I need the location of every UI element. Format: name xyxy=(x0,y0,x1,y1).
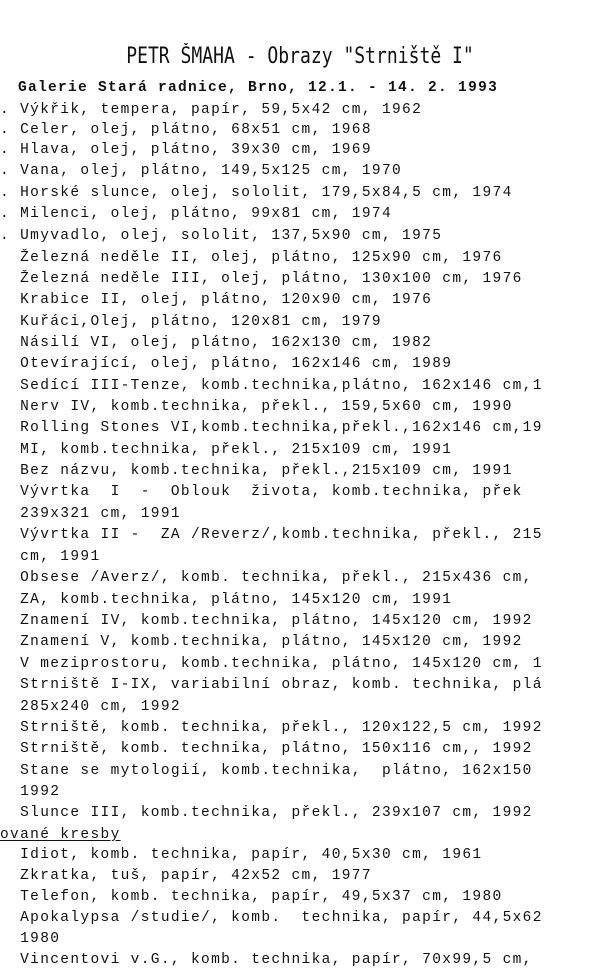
list-item: . Hlava, olej, plátno, 39x30 cm, 1969 xyxy=(0,142,372,158)
list-item: cm, 1991 xyxy=(0,549,101,565)
list-item: Zkratka, tuš, papír, 42x52 cm, 1977 xyxy=(0,868,372,884)
list-item: . Celer, olej, plátno, 68x51 cm, 1968 xyxy=(0,122,372,138)
list-item: Vývrtka I - Oblouk života, komb.technika, přek xyxy=(0,484,523,500)
list-item: Kuřáci,Olej, plátno, 120x81 cm, 1979 xyxy=(0,314,382,330)
list-item: Sedící III-Tenze, komb.technika,plátno, 162x146 cm,1 xyxy=(0,378,543,394)
list-item: Slunce III, komb.technika, překl., 239x107 cm, 1992 xyxy=(0,805,533,821)
list-item: Znamení IV, komb.technika, plátno, 145x120 cm, 1992 xyxy=(0,613,533,629)
list-item: . Milenci, olej, plátno, 99x81 cm, 1974 xyxy=(0,206,393,222)
list-item: V meziprostoru, komb.technika, plátno, 145x120 cm, 1 xyxy=(0,656,543,672)
list-item: Násilí VI, olej, plátno, 162x130 cm, 1982 xyxy=(0,335,433,351)
list-item: Strniště, komb. technika, plátno, 150x116 cm,, 1992 xyxy=(0,741,533,757)
list-item: Apokalypsa /studie/, komb. technika, papír, 44,5x62 xyxy=(0,910,543,926)
list-item: Telefon, komb. technika, papír, 49,5x37 cm, 1980 xyxy=(0,889,503,905)
list-item: Idiot, komb. technika, papír, 40,5x30 cm, 1961 xyxy=(0,847,483,863)
list-item: Železná neděle III, olej, plátno, 130x100 cm, 1976 xyxy=(0,271,523,287)
list-item: Bez názvu, komb.technika, překl.,215x109 cm, 1991 xyxy=(0,463,513,479)
list-item: 1992 xyxy=(0,784,61,800)
list-item: Otevírající, olej, plátno, 162x146 cm, 1989 xyxy=(0,356,453,372)
list-item: . Umyvadlo, olej, sololit, 137,5x90 cm, 1975 xyxy=(0,228,443,244)
list-item: Železná neděle II, olej, plátno, 125x90 cm, 1976 xyxy=(0,250,503,266)
list-item: Nerv IV, komb.technika, překl., 159,5x60 cm, 1990 xyxy=(0,399,513,415)
list-item: Znamení V, komb.technika, plátno, 145x120 cm, 1992 xyxy=(0,634,523,650)
document-subtitle: Galerie Stará radnice, Brno, 12.1. - 14. 2. 1993 xyxy=(18,80,499,96)
list-item: Vincentovi v.G., komb. technika, papír, 70x99,5 cm, xyxy=(0,952,533,968)
list-item: Obsese /Averz/, komb. technika, překl., 215x436 cm, xyxy=(0,570,533,586)
list-item: MI, komb.technika, překl., 215x109 cm, 1991 xyxy=(0,442,453,458)
document-title: PETR ŠMAHA - Obrazy "Strniště I" xyxy=(126,44,474,69)
list-item: Strniště, komb. technika, překl., 120x122,5 cm, 1992 xyxy=(0,720,543,736)
list-item: . Horské slunce, olej, sololit, 179,5x84,5 cm, 1974 xyxy=(0,185,513,201)
list-item: Strniště I-IX, variabilní obraz, komb. technika, plá xyxy=(0,677,543,693)
list-item: ZA, komb.technika, plátno, 145x120 cm, 1991 xyxy=(0,592,453,608)
list-item: . Vana, olej, plátno, 149,5x125 cm, 1970 xyxy=(0,163,403,179)
list-item: Krabice II, olej, plátno, 120x90 cm, 1976 xyxy=(0,292,433,308)
list-item: Stane se mytologií, komb.technika, plátno, 162x150 xyxy=(0,763,533,779)
section-heading: ované kresby xyxy=(0,827,121,843)
list-item: 1980 xyxy=(0,931,61,947)
list-item: . Výkřik, tempera, papír, 59,5x42 cm, 1962 xyxy=(0,102,423,118)
list-item: 239x321 cm, 1991 xyxy=(0,506,181,522)
list-item: Rolling Stones VI,komb.technika,překl.,162x146 cm,19 xyxy=(0,420,543,436)
list-item: Vývrtka II - ZA /Reverz/,komb.technika, překl., 215 xyxy=(0,527,543,543)
list-item: 285x240 cm, 1992 xyxy=(0,699,181,715)
